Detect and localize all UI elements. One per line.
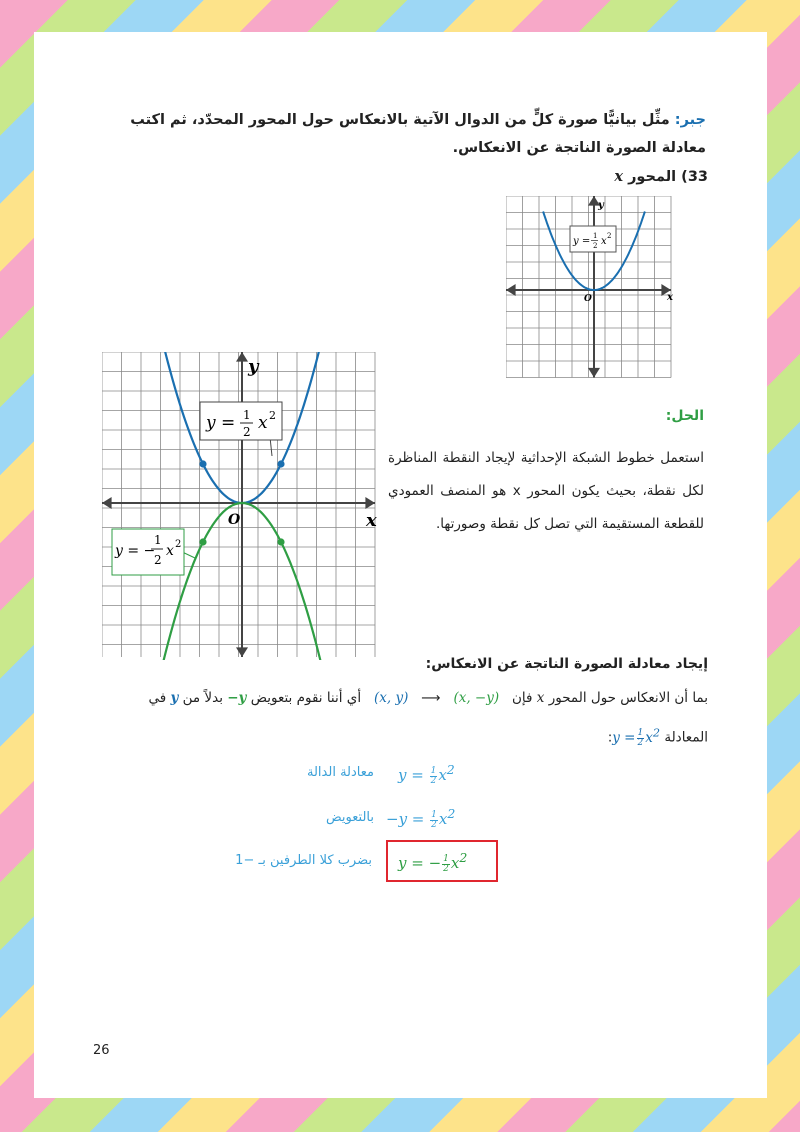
step-3-den: 2	[443, 863, 449, 874]
step-2-exp: 2	[447, 806, 456, 821]
reflection-text-1: بما أن الانعكاس حول المحور	[548, 690, 708, 706]
blue-eq-den: 2	[243, 425, 251, 439]
reflection-point	[199, 460, 206, 467]
problem-label: المحور	[628, 169, 677, 185]
header-lead: جبر:	[674, 112, 706, 128]
y-var: y	[170, 690, 179, 706]
step-2-var: x	[438, 810, 448, 828]
header-text: مثِّل بيانيًّا صورة كلٍّ من الدوال الآتية بالانعكاس حول المحور المحدّد، ثم اكتب معادلة الصورة الناتجة عن الانعكاس.	[130, 112, 706, 156]
small-y-label: y	[598, 200, 604, 211]
step-1-label: معادلة الدالة	[307, 765, 374, 780]
step-2-num: 1	[431, 809, 437, 820]
orig-eq-var: x	[645, 729, 653, 746]
find-equation-title: إيجاد معادلة الصورة الناتجة عن الانعكاس:	[425, 656, 708, 672]
reflection-text-4: بدلاً من	[182, 690, 223, 706]
small-eq-var: x	[601, 236, 607, 247]
blue-eq-exp: 2	[269, 409, 276, 422]
exercise-header	[94, 106, 706, 162]
image-point: (x, −y)	[453, 690, 500, 706]
original-point: (x, y)	[374, 690, 409, 706]
small-eq-prefix: y =	[573, 236, 591, 247]
small-eq-den: 2	[593, 242, 598, 250]
blue-eq-prefix: y =	[206, 413, 236, 433]
equation-word: المعادلة	[664, 729, 708, 746]
mapping-arrow: ⟶	[421, 690, 441, 706]
large-grid	[102, 352, 375, 657]
y-axis-arrow	[588, 368, 600, 378]
step-2-label: بالتعويض	[326, 810, 374, 825]
step-2-prefix: −y =	[386, 810, 425, 828]
x-axis-arrow	[365, 497, 375, 509]
solution-title: الحل:	[665, 408, 704, 424]
step-3-exp: 2	[459, 850, 468, 865]
small-x-label: x	[667, 292, 673, 303]
orig-eq-den: 2	[637, 737, 644, 748]
reflection-point	[199, 538, 206, 545]
large-y-label: y	[248, 356, 259, 377]
green-equation-label	[112, 529, 195, 575]
step-1-num: 1	[430, 765, 437, 776]
step-2-den: 2	[431, 819, 437, 830]
step-1-den: 2	[430, 775, 437, 786]
neg-y: −y	[227, 690, 247, 706]
original-equation	[612, 726, 661, 748]
step-1-exp: 2	[446, 762, 455, 777]
blue-eq-num: 1	[243, 408, 251, 422]
step-3-label: بضرب كلا الطرفين بـ −1	[235, 853, 372, 868]
reflection-text-5: في	[148, 690, 167, 706]
x-axis-arrow	[506, 284, 516, 296]
step-1-var: x	[438, 766, 447, 784]
y-axis-arrow	[236, 352, 248, 362]
step-3-num: 1	[443, 853, 449, 864]
small-parabola-graph	[506, 196, 680, 382]
large-x-label: x	[366, 510, 377, 531]
step-1-equation	[398, 762, 455, 786]
large-reflection-graph	[102, 352, 382, 660]
small-origin-label: O	[584, 294, 592, 304]
reflection-text-2: فإن	[512, 690, 533, 706]
small-grid	[506, 196, 671, 378]
green-eq-prefix: y = −	[115, 543, 156, 559]
small-eq-exp: 2	[607, 232, 612, 240]
orig-eq-prefix: y =	[612, 729, 636, 746]
small-equation-label	[570, 226, 616, 252]
reflection-point	[277, 460, 284, 467]
step-3-var: x	[450, 854, 460, 872]
green-eq-exp: 2	[175, 539, 182, 550]
reflection-axis: x	[536, 690, 545, 706]
orig-eq-exp: 2	[652, 726, 661, 739]
problem-number: 33)	[681, 169, 708, 185]
equation-line: المعادلة y = $\frac{1}{2}$ $x^2$:	[607, 726, 708, 748]
reflection-point	[277, 538, 284, 545]
blue-eq-var: x	[258, 413, 268, 433]
small-eq-num: 1	[593, 232, 598, 240]
step-1-prefix: y =	[398, 766, 424, 784]
page-number: 26	[93, 1043, 110, 1058]
solution-body: استعمل خطوط الشبكة الإحداثية لإيجاد النقطة المناظرة لكل نقطة، بحيث يكون المحور x هو المنصف العمودي للقطعة المستقيمة التي تصل كل نقطة وصورتها.	[388, 450, 704, 532]
large-origin-label: O	[228, 512, 241, 528]
problem-33	[560, 168, 708, 185]
green-eq-num: 1	[154, 533, 162, 547]
problem-axis: x	[614, 168, 624, 185]
x-axis-arrow	[102, 497, 112, 509]
step-3-prefix: y = −	[398, 854, 442, 872]
step-2-equation	[386, 806, 455, 830]
green-eq-den: 2	[154, 553, 162, 567]
step-3-equation	[398, 850, 467, 874]
green-eq-var: x	[166, 543, 174, 559]
reflection-text-3: أي أننا نقوم بتعويض	[250, 690, 362, 706]
reflection-explanation	[104, 690, 708, 706]
orig-eq-num: 1	[637, 727, 644, 738]
y-axis-arrow	[236, 647, 248, 657]
